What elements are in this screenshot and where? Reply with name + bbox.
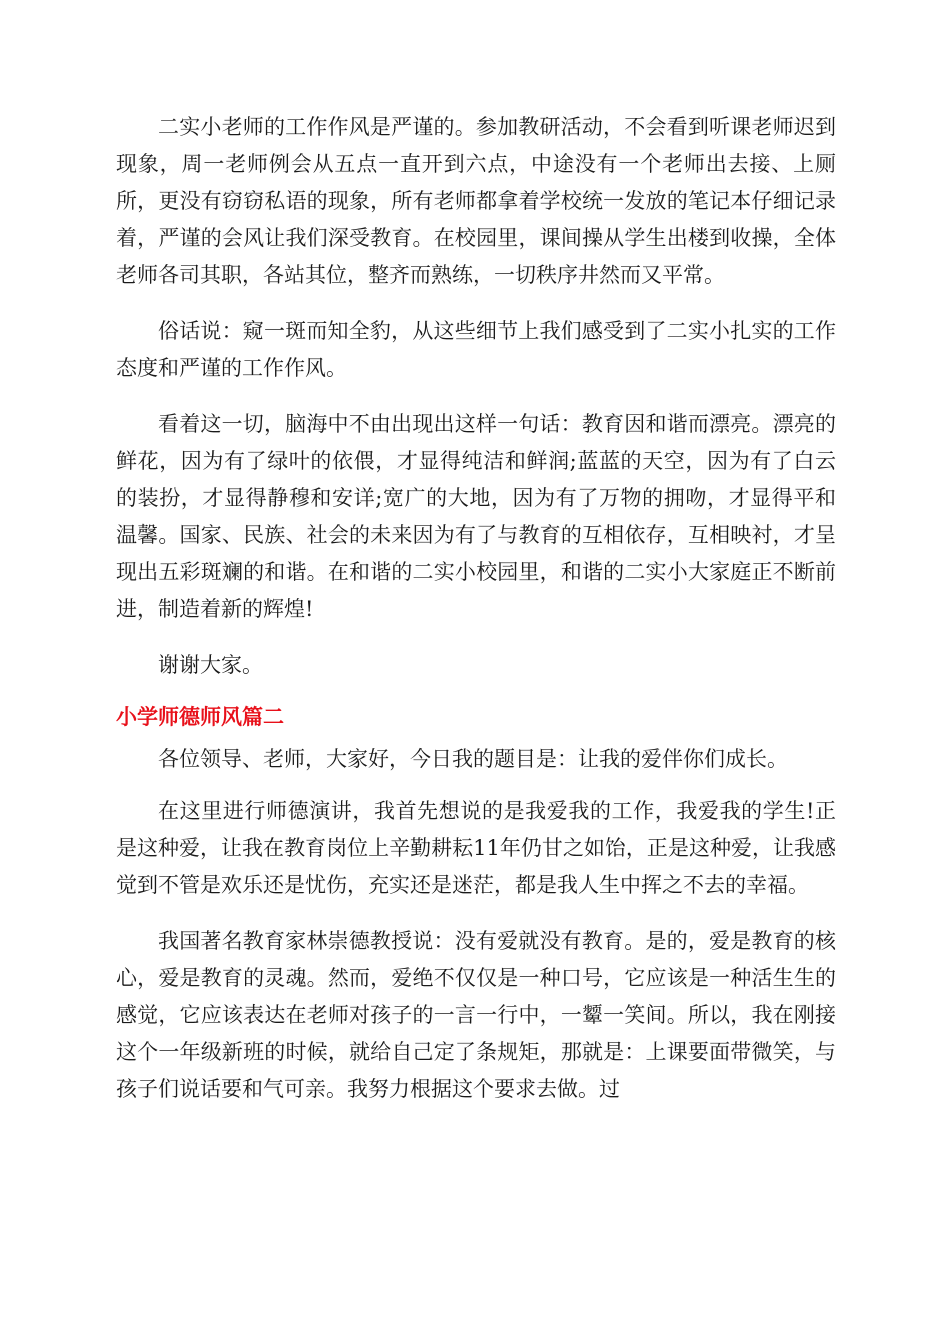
document-page [116, 109, 836, 1127]
paragraph-thanks: 谢谢大家。 [158, 653, 263, 677]
paragraph-love-work: 在这里进行师德演讲，我首先想说的是我爱我的工作，我爱我的学生!正是这种爱，让我在教育岗位上辛勤耕耘11年仍甘之如饴，正是这种爱，让我感觉到不管是欢乐还是忧伤，充实还是迷茫，都是我人生中挥之不去的幸福。 [116, 799, 836, 897]
paragraph-harmony: 看着这一切，脑海中不由出现出这样一句话：教育因和谐而漂亮。漂亮的鲜花，因为有了绿叶的依偎，才显得纯洁和鲜润;蓝蓝的天空，因为有了白云的装扮，才显得静穆和安详;宽广的大地，因为有了万物的拥吻，才显得平和温馨。国家、民族、社会的未来因为有了与教育的互相依存，互相映衬，才呈现出五彩斑斓的和谐。在和谐的二实小校园里，和谐的二实小大家庭正不断前进，制造着新的辉煌! [116, 412, 836, 621]
paragraph-love-education: 我国著名教育家林崇德教授说：没有爱就没有教育。是的，爱是教育的核心，爱是教育的灵魂。然而，爱绝不仅仅是一种口号，它应该是一种活生生的感觉，它应该表达在老师对孩子的一言一行中，一颦一笑间。所以，我在刚接这个一年级新班的时候，就给自己定了条规矩，那就是：上课要面带微笑，与孩子们说话要和气可亲。我努力根据这个要求去做。过 [116, 929, 836, 1101]
section-heading: 小学师德师风篇二 [116, 705, 284, 729]
paragraph-work-style: 二实小老师的工作作风是严谨的。参加教研活动，不会看到听课老师迟到现象，周一老师例会从五点一直开到六点，中途没有一个老师出去接、上厕所，更没有窃窃私语的现象，所有老师都拿着学校统一发放的笔记本仔细记录着，严谨的会风让我们深受教育。在校园里，课间操从学生出楼到收操，全体老师各司其职，各站其位，整齐而熟练，一切秩序井然而又平常。 [116, 115, 836, 287]
paragraph-greeting: 各位领导、老师，大家好，今日我的题目是：让我的爱伴你们成长。 [158, 747, 788, 771]
paragraph-proverb: 俗话说：窥一斑而知全豹，从这些细节上我们感受到了二实小扎实的工作态度和严谨的工作作风。 [116, 319, 836, 380]
